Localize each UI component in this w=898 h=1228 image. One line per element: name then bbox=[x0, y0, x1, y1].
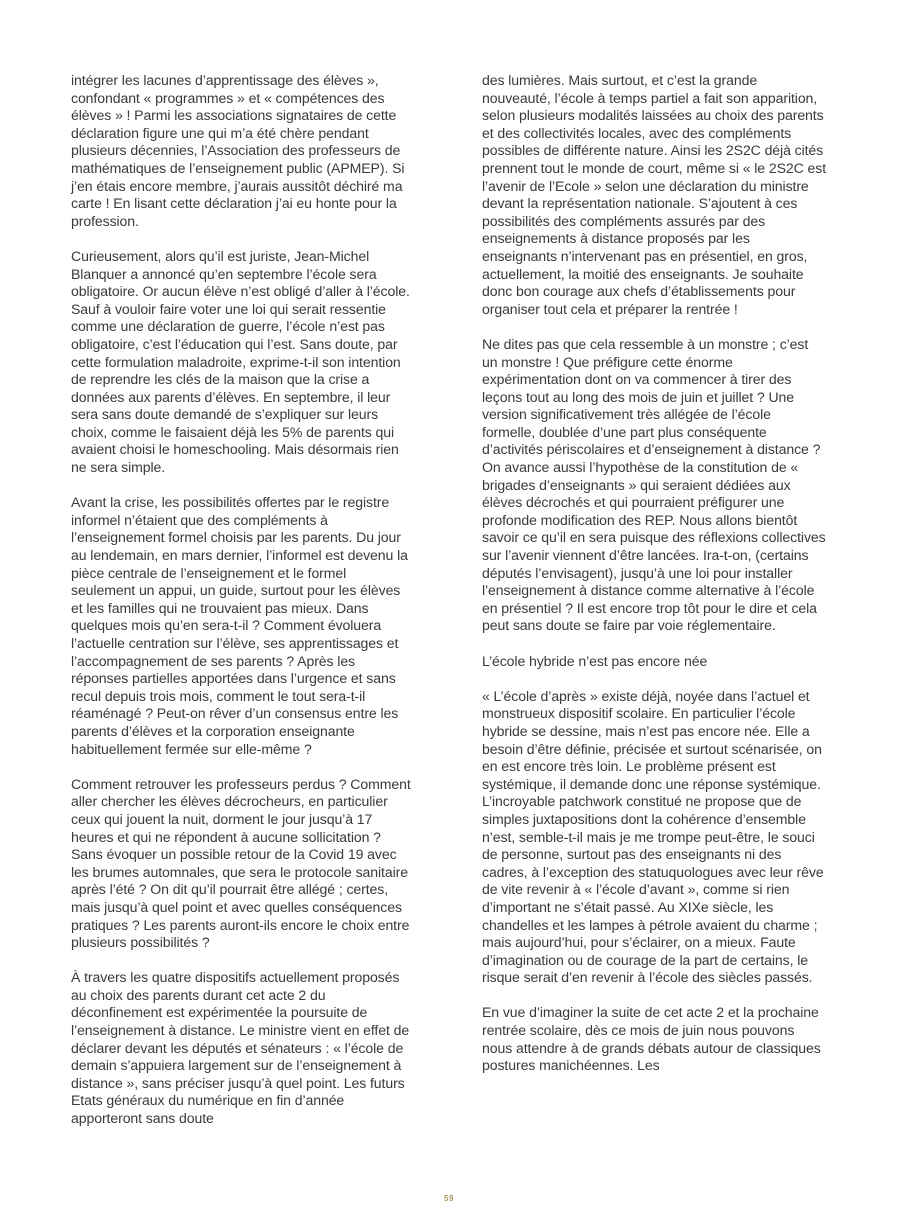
paragraph: « L’école d’après » existe déjà, noyée dans l’actuel et monstrueux dispositif scolaire. En particulier l’école hybride se dessine, mais n’est pas encore née. Elle a besoin d’être définie, précisée et surtout scénarisée, on en est encore très loin. Le problème présent est systémique, il demande donc une réponse systémique. L’incroyable patchwork constitué ne propose que de simples juxtapositions dont la cohérence d’ensemble n’est, semble-t-il mais je me trompe peut-être, le souci de personne, surtout pas des enseignants ni des cadres, à l’exception des statuquologues avec leur rêve de vite revenir à « l’école d’avant », comme si rien d’important ne s’était passé. Au XIXe siècle, les chandelles et les lampes à pétrole avaient du charme ; mais aujourd’hui, pour s’éclairer, on a mieux. Faute d’imagination ou de courage de la part de certains, le risque serait d’en revenir à l’école des siècles passés. bbox=[482, 687, 824, 986]
paragraph: Ne dites pas que cela ressemble à un monstre ; c’est un monstre ! Que préfigure cette énorme expérimentation dont on va commencer à tirer des leçons tout au long des mois de juin et juillet ? Une version significativement très allégée de l’école formelle, doublée d’une part plus conséquente d’activités périscolaires et d’enseignement à distance ? On avance aussi l’hypothèse de la constitution de « brigades d’enseignants » qui seraient dédiées aux élèves décrochés et qui pourraient préfigurer une profonde modification des REP. Nous allons bientôt savoir ce qu’il en sera puisque des réflexions collectives sur l’avenir viennent d’être lancées. Ira-t-on, (certains députés l’envisagent), jusqu’à une loi pour installer l’enseignement à distance comme alternative à l’école en présentiel ? Il est encore trop tôt pour le dire et cela peut sans doute se faire par voie réglementaire. bbox=[482, 335, 826, 634]
paragraph: À travers les quatre dispositifs actuellement proposés au choix des parents durant cet acte 2 du déconfinement est expérimentée la poursuite de l’enseignement à distance. Le ministre vient en effet de déclarer devant les députés et sénateurs : « l’école de demain s’appuiera largement sur de l’enseignement à distance », sans préciser jusqu’à quel point. Les futurs Etats généraux du numérique en fin d’année apporteront sans doute bbox=[71, 969, 410, 1127]
left-column bbox=[71, 72, 413, 1145]
paragraph: des lumières. Mais surtout, et c’est la grande nouveauté, l’école à temps partiel a fait son apparition, selon plusieurs modalités laissées au choix des parents et des collectivités locales, avec des compléments possibles de différente nature. Ainsi les 2S2C déjà cités prennent tout le monde de court, même si « le 2S2C est l’avenir de l’Ecole » selon une déclaration du ministre devant la représentation nationale. S’ajoutent à ces possibilités des compléments assurés par des enseignements à distance proposés par les enseignants n’intervenant pas en présentiel, en gros, actuellement, la moitié des enseignants. Je souhaite donc bon courage aux chefs d’établissements pour organiser tout cela et préparer la rentrée ! bbox=[482, 72, 827, 317]
section-heading: L’école hybride n’est pas encore née bbox=[482, 652, 708, 669]
paragraph: Avant la crise, les possibilités offertes par le registre informel n’étaient que des compléments à l’enseignement formel choisis par les parents. Du jour au lendemain, en mars dernier, l’informel est devenu la pièce centrale de l’enseignement et le formel seulement un appui, un guide, surtout pour les élèves et les familles qui ne trouvaient pas mieux. Dans quelques mois qu’en sera-t-il ? Comment évoluera l’actuelle centration sur l’élève, ses apprentissages et l’accompagnement de ses parents ? Après les réponses partielles apportées dans l’urgence et sans recul depuis trois mois, comment le tout sera-t-il réaménagé ? Peut-on rêver d’un consensus entre les parents d’élèves et la corporation enseignante habituellement fermée sur elle-même ? bbox=[71, 494, 408, 757]
paragraph: Curieusement, alors qu’il est juriste, Jean-Michel Blanquer a annoncé qu’en septembre l’école sera obligatoire. Or aucun élève n’est obligé d’aller à l’école. Sauf à vouloir faire voter une loi qui serait ressentie comme une déclaration de guerre, l’école n’est pas obligatoire, c’est l’éducation qui l’est. Sans doute, par cette formulation maladroite, exprime-t-il son intention de reprendre les clés de la maison que la crise a données aux parents d’élèves. En septembre, il leur sera sans doute demandé de s’expliquer sur leurs choix, comme le faisaient déjà les 5% de parents qui avaient choisi le homeschooling. Mais désormais rien ne sera simple. bbox=[71, 247, 410, 476]
paragraph: intégrer les lacunes d’apprentissage des élèves », confondant « programmes » et « compétences des élèves » ! Parmi les associations signataires de cette déclaration figure une qui m’a été chère pendant plusieurs décennies, l’Association des professeurs de mathématiques de l’enseignement public (APMEP). Si j’en étais encore membre, j’aurais aussitôt déchiré ma carte ! En lisant cette déclaration j’ai eu honte pour la profession. bbox=[71, 72, 405, 229]
right-column bbox=[482, 72, 827, 1092]
page-number: 59 bbox=[444, 1194, 454, 1203]
paragraph: Comment retrouver les professeurs perdus ? Comment aller chercher les élèves décrocheurs, en particulier ceux qui jouent la nuit, dorment le jour jusqu’à 17 heures et qui ne répondent à aucune sollicitation ? Sans évoquer un possible retour de la Covid 19 avec les brumes automnales, que sera le protocole sanitaire après l’été ? On dit qu’il pourrait être allégé ; certes, mais jusqu’à quel point et avec quelles conséquences pratiques ? Les parents auront-ils encore le choix entre plusieurs possibilités ? bbox=[71, 775, 411, 951]
paragraph: En vue d’imaginer la suite de cet acte 2 et la prochaine rentrée scolaire, dès ce mois de juin nous pouvons nous attendre à de grands débats autour de classiques postures manichéennes. Les bbox=[482, 1004, 821, 1074]
